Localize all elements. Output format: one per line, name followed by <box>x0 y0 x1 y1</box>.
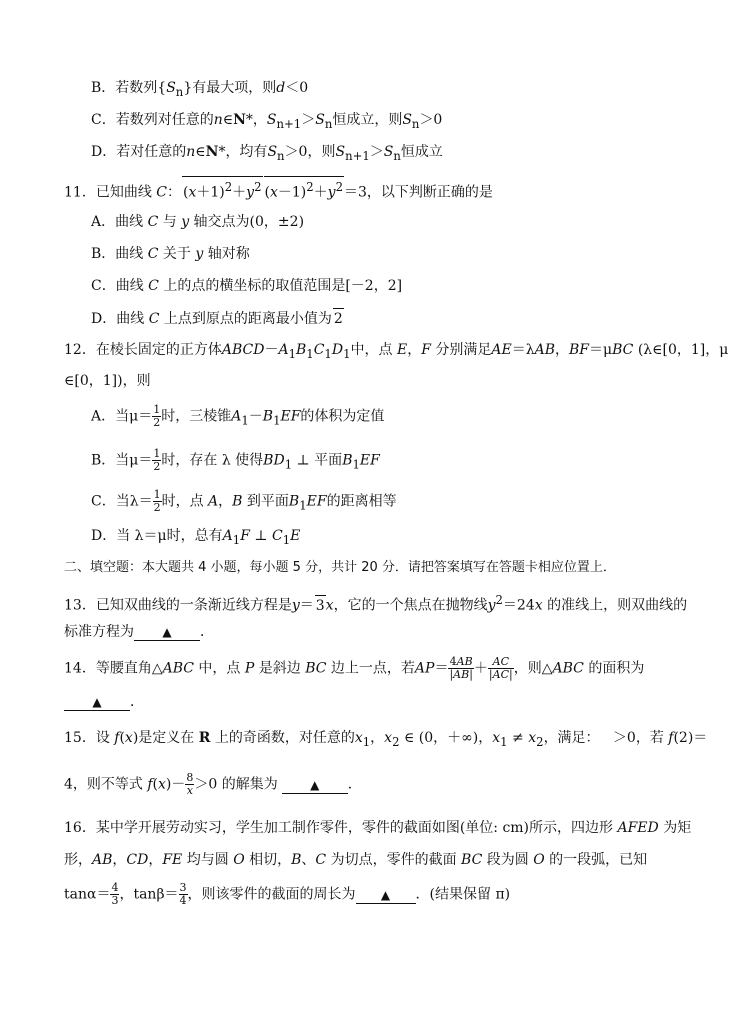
section-heading: 二、填空题：本大题共 4 小题，每小题 5 分，共计 20 分．请把答案填写在答题卡相应位置上． <box>64 560 616 575</box>
q15-answer-blank[interactable]: ▲ <box>282 777 348 794</box>
q11-option-b: B．曲线 C 关于 y 轴对称 <box>91 246 250 262</box>
q14-line1: 14．等腰直角△ABC 中，点 P 是斜边 BC 边上一点，若AP＝ $\frac{4AB}{|AB|}$ ＋ $\frac{AC}{|AC|}$ ，则△ABC 的面积为 <box>64 655 645 681</box>
q11-stem: 11．已知曲线 C： $(x+1)^2+y^2$ $(x-1)^2+y^2=3$，以下判断正确的是 <box>64 176 493 203</box>
q16-line1: 16．某中学开展劳动实习，学生加工制作零件，零件的截面如图(单位: cm)所示，四边形 AFED 为矩 <box>64 820 692 836</box>
q12-stem-line2: ∈[0，1])，则 <box>64 373 151 389</box>
q12-option-b: B．当μ＝ $\frac{1}{2}$ 时，存在 λ 使得$BD_1$ ⊥ 平面$B_1EF$ <box>91 447 380 473</box>
q10-option-b: B．若数列$\{S_n\}$有最大项，则d＜0 <box>91 80 309 99</box>
q14-line2: ▲ ． <box>64 692 144 712</box>
q12-option-d: D．当 λ＝μ时，总有$A_1F$ ⊥ $C_1E$ <box>91 528 301 547</box>
q11-option-d: D．曲线 C 上点到原点的距离最小值为 2 <box>91 308 344 329</box>
q13-answer-blank[interactable]: ▲ <box>134 624 200 641</box>
q16-line3: tanα＝ $\frac{4}{3}$ ，tanβ＝ $\frac{3}{4}$ ，则该零件的截面的周长为 ▲ ．(结果保留 π) <box>64 881 511 907</box>
q14-answer-blank[interactable]: ▲ <box>64 694 130 711</box>
q11-option-a: A．曲线 C 与 y 轴交点为(0，±2) <box>91 214 305 230</box>
q13-line1: 13．已知双曲线的一条渐近线方程是y＝ 3x，它的一个焦点在抛物线$y^2=24x$ 的准线上，则双曲线的 <box>64 593 688 614</box>
q12-option-c: C．当λ＝ $\frac{1}{2}$ 时，点 A，B 到平面$B_1EF$的距离相等 <box>91 488 397 514</box>
q15-line1: 15．设 f(x)是定义在 R 上的奇函数，对任意的$x_1$，$x_2$ ∈ (0，＋∞)，$x_1 \ne x_2$，满足： ＞0，若 f(2)＝ <box>64 730 708 749</box>
q10-option-d: D．若对任意的n∈N*，均有$S_n>0$，则$S_{n+1}>S_n$恒成立 <box>91 144 443 163</box>
q16-answer-blank[interactable]: ▲ <box>356 887 416 904</box>
q12-option-a: A．当μ＝ $\frac{1}{2}$ 时，三棱锥$A_1-B_1EF$的体积为定值 <box>91 403 385 429</box>
q16-line2: 形，AB，CD，FE 均与圆 O 相切，B、C 为切点，零件的截面 BC 段为圆 O 的一段弧，已知 <box>64 852 648 868</box>
q13-line2: 标准方程为 ▲ ． <box>64 624 214 640</box>
q12-stem-line1: 12．在棱长固定的正方体$ABCD-A_1B_1C_1D_1$中，点 E，F 分别满足AE＝λAB，BF＝μBC (λ∈[0，1]，μ <box>64 342 729 361</box>
q10-option-c: C．若数列对任意的n∈N*，$S_{n+1}>S_n$恒成立，则$S_n>0$ <box>91 112 443 131</box>
q11-option-c: C．曲线 C 上的点的横坐标的取值范围是[－2，2] <box>91 278 403 294</box>
q15-line2: 4，则不等式 f(x)－ $\frac{8}{x}$ ＞0 的解集为 ▲ ． <box>64 771 362 797</box>
